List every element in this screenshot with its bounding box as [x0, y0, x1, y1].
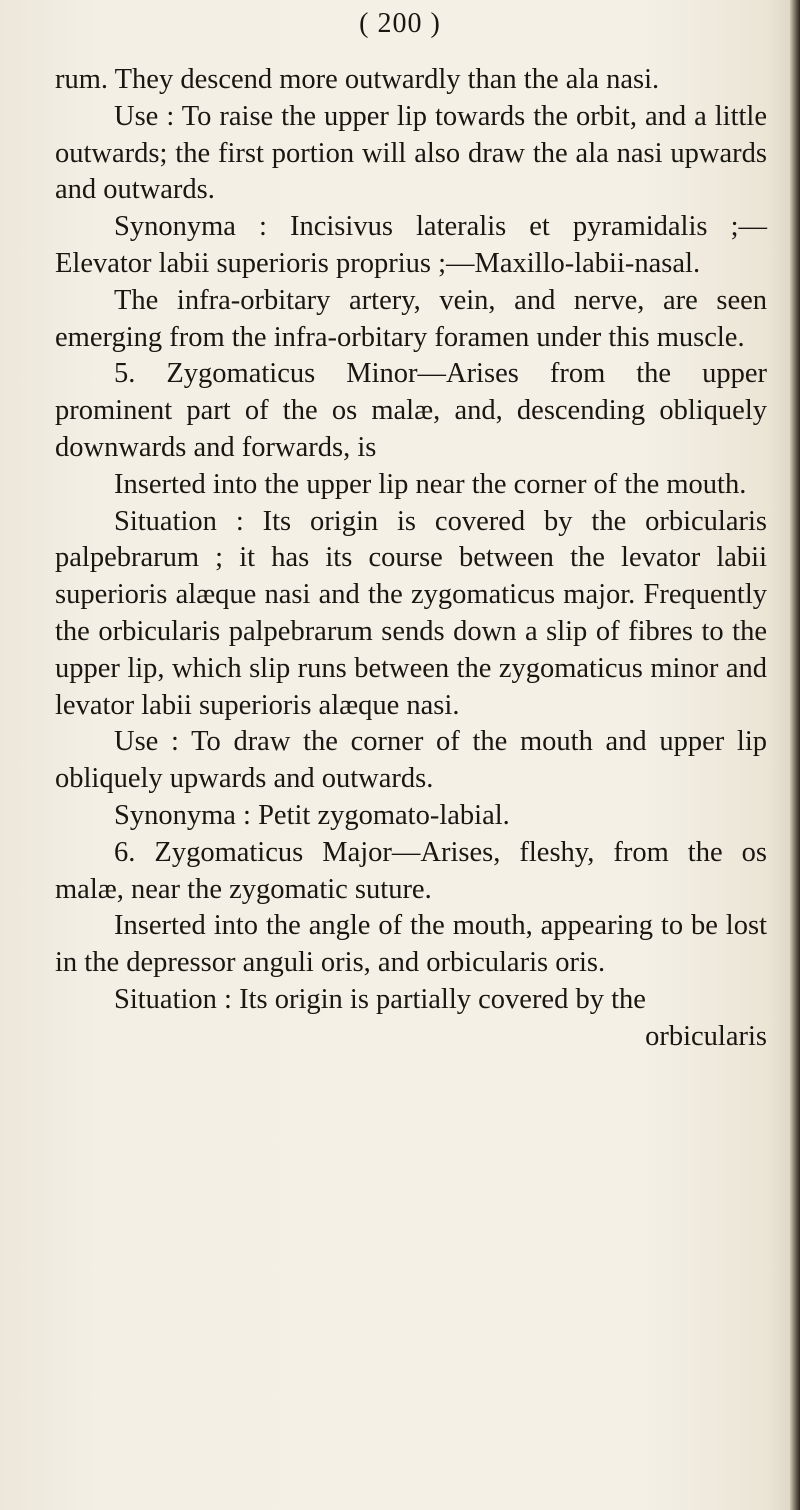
- paragraph-artery-note: The infra-orbitary artery, vein, and nerve, are seen emerging from the infra-orbitary foramen under this muscle.: [55, 284, 767, 353]
- paragraph-inserted-major: Inserted into the angle of the mouth, appearing to be lost in the depressor anguli oris, and orbicularis oris.: [55, 910, 767, 979]
- page-edge-shadow: [790, 0, 800, 1510]
- paragraph-synonyma-minor: Synonyma : Petit zygomato-labial.: [114, 799, 510, 831]
- paragraph-use-minor: Use : To draw the corner of the mouth and upper lip obliquely upwards and outwards.: [55, 726, 767, 795]
- paragraph-use: Use : To raise the upper lip towards the orbit, and a little outwards; the first portion will also draw the ala nasi upwards and outwards.: [55, 100, 767, 206]
- paragraph-situation: Situation : Its origin is covered by the orbicularis palpebrarum ; it has its course between the levator labii superioris alæque nasi and the zygomaticus major. Frequently the orbicularis palpebrarum sends down a slip of fibres to the upper lip, which slip runs between the zygomaticus minor and levator labii superioris alæque nasi.: [55, 505, 767, 721]
- page-number: ( 200 ): [359, 8, 441, 39]
- heading-zygomaticus-minor: 5. Zygomaticus Minor—Arises from the upper prominent part of the os malæ, and, descending obliquely downwards and forwards, is: [55, 358, 767, 463]
- paragraph-continuation: rum. They descend more outwardly than the ala nasi.: [55, 64, 660, 95]
- paragraph-situation-major: Situation : Its origin is partially covered by the: [114, 983, 646, 1015]
- body-text: [55, 62, 767, 1056]
- paragraph-inserted: Inserted into the upper lip near the corner of the mouth.: [114, 468, 747, 500]
- paragraph-synonyma: Synonyma : Incisivus lateralis et pyramidalis ;—Elevator labii superioris proprius ;—Maxillo-labii-nasal.: [55, 211, 767, 279]
- catchword: orbicularis: [645, 1020, 767, 1052]
- heading-zygomaticus-major: 6. Zygomaticus Major—Arises, fleshy, from the os malæ, near the zygomatic suture.: [55, 836, 767, 905]
